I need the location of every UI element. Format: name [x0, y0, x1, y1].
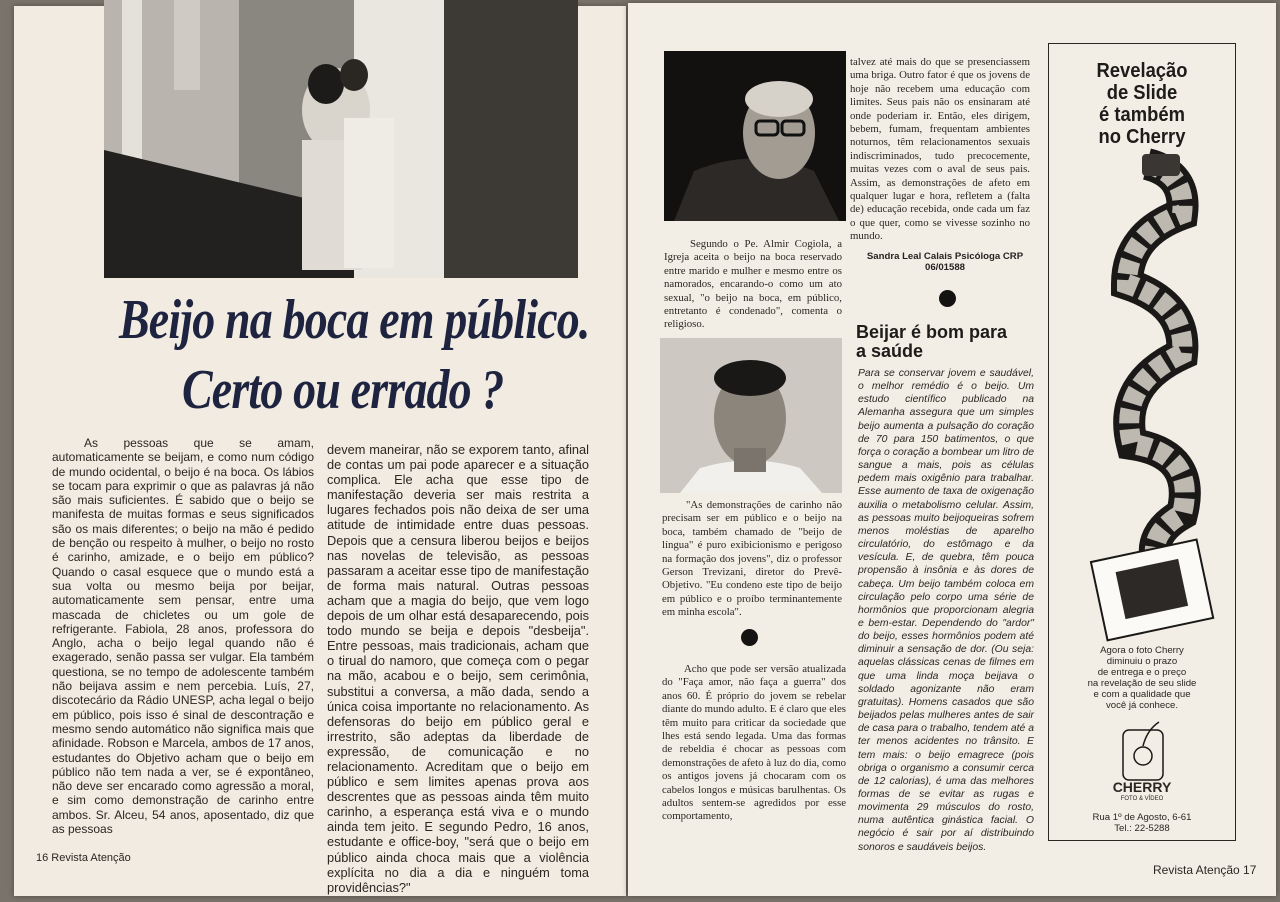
- psychologist-text-part-2: [850, 56, 1030, 244]
- article-column-2-text: devem maneirar, não se exporem tanto, afinal de contas um pai pode aparecer e a situação complica. Ele acha que esse tipo de manifestação deveria ser mais restrita a lugares fechados pois não deixa de ser uma atitude de intimidade entre duas pessoas. Depois que a censura liberou beijos e beijos nas novelas de televisão, as pessoas passaram a aceitar esse tipo de manifestação de forma mais natural. Outras pessoas acham que a magia do beijo, que vem logo depois de um olhar está desaparecendo, pois todo mundo se beija e depois "desbeija". Entre pessoas, mais tradicionais, acham que o tirual do namoro, que começa com o pegar na mão, acabou e o beijo, sem cerimônia, substitui a conversa, a mão dada, sendo a única coisa importante no relacionamento. As defensoras do beijo em público geral e irrestrito, são adeptas da liberdade de expressão, de comunicação e no relacionamento. Acreditam que o beijo em público e sem limites apenas prova aos descrentes que as pessoas ainda têm muito carinho, a esperança está viva e o mundo ainda tem jeito. E segundo Pedro, 16 anos, estudante e office-boy, "será que o beijo em público ainda choca mais que a violência explícita no dia a dia e ninguém toma providências?": [327, 442, 589, 895]
- ad-body-line-5: e com a qualidade que: [1093, 689, 1191, 700]
- teacher-quote: [662, 499, 842, 620]
- ad-body-line-2: diminuiu o prazo: [1106, 656, 1178, 667]
- couple-kissing-photo-art: [104, 0, 578, 278]
- cherry-advertisement: [1048, 43, 1236, 841]
- headline-line-2: Certo ou errado ?: [182, 359, 504, 421]
- priest-caption: [664, 238, 842, 332]
- psychologist-text-part-1-text: Acho que pode ser versão atualizada do "Faça amor, não faça a guerra" dos anos 60. É próprio do jovem se rebelar diante do mundo adulto. E é claro que eles têm muito para criticar da sociedade que lhes está sendo legada. Uma das formas de rebeldia é chocar as pessoas com demonstrações de afeto à luz do dia, como os antigos jovens já chocaram com os cabelos longos e músicas barulhentas. Os adultos sentem-se agredidos por esse comportamento,: [662, 663, 846, 823]
- couple-kissing-photo: [104, 0, 578, 278]
- ad-logo-subtitle: FOTO & VÍDEO: [1120, 796, 1164, 802]
- ad-body-line-6: você já conhece.: [1106, 700, 1178, 711]
- section-title-line-1: Beijar é bom para: [856, 322, 1008, 342]
- article-column-1-text: As pessoas que se amam, automaticamente se beijam, e como num código de mundo ocidental, o beijo é na boca. Os lábios se tocam para exprimir o que as palavras já não são mais suficientes. É sabido que o beijo se manifesta de muitas formas e seus significados são os mais diferentes; o beijo na mão é pedido de benção ou respeito à mulher, o beijo no rosto é carinho, amizade, e o beijo em público? Quando o casal esquece que o mundo está a sua volta ou mesmo beija por beijar, automaticamente sem pensar, entre uma mascada de chicletes ou um gole de refrigerante. Fabiola, 28 anos, professora do Anglo, acha o beijo legal quando não é exagerado, senão passa ser vulgar. Ela também questiona, se no tempo de adolescente também não beijava assim e nem percebia. Luís, 27, discotecário da Rádio UNESP, acha legal o beijo em público, pois isso é sinal de descontração e mesmo sendo automático não significa mais que afinidade. Robson e Marcela, ambos de 17 anos, estudantes do Objetivo acham que o beijo em público não tem nada a ver, se é expontâneo, não deve ser encarado como agressão a moral, e sim como demonstração de carinho entre ambos. Sr. Alceu, 54 anos, aposentado, diz que as pessoas: [52, 436, 314, 837]
- left-page-footer: 16 Revista Atenção: [36, 852, 131, 864]
- health-article-text: Para se conservar jovem e saudável, o melhor remédio é o beijo. Um estudo científico publicado na Alemanha assegura que um simples beijo aumenta a pulsação do coração de 70 para 150 batimentos, o que força o coração a bombear um litro de sangue a mais, pois as células pedem mais oxigênio para trabalhar. Esse aumento de taxa de oxigenação auxilia o metabolismo celular. Assim, as pessoas muito beijoqueiras sofrem menos moléstias de aparelho circulatório, do estômago e da vesícula. E, de quebra, têm pouca propensão à insônia e às dores de cabeça. Um beijo também coloca em circulação pelo corpo uma série de hormônios que proporcionam alegria e bem-estar. Dependendo do "ardor" do beijo, esses hormônios podem até diminuir a sensação de dor. (Ou seja: aquelas clássicas cenas de filmes em que uma linda moça beijava o soldado agonizante não eram gratuitas). Homens casados que são beijados pelas mulheres antes de sair de casa para o trabalho, tendem até a ter menos acidentes no trânsito. E tem mais: o beijo emagrece (pois obriga o organismo a consumir cerca de 12 calorias), é uma das melhores formas de se evitar as rugas e movimenta 29 músculos do rosto, numa autêntica ginástica facial. O negócio é sair por aí distribuindo sonoros e saudáveis beijos.: [858, 368, 1034, 853]
- priest-portrait-photo: [664, 51, 846, 221]
- psychologist-text-part-2-text: talvez até mais do que se presenciassem uma briga. Outro fator é que os jovens de hoje não recebem uma educação com limites. Seus pais não os ensinaram até onde poderiam ir. Então, eles dirigem, bebem, fumam, frequentam ambientes noturnos, têm relacionamentos sexuais indiscriminados, tudo precocemente, muitas vezes com o aval de seus pais. Assim, as demonstrações de afeto em qualquer lugar e hora, refletem a (falta de) educação recebida, onde cada um faz o que quer, como se vivesse sozinho no mundo.: [850, 56, 1030, 243]
- section-title-line-2: a saúde: [856, 341, 924, 361]
- section-bullet-2: [939, 290, 956, 307]
- right-page-footer: Revista Atenção 17: [1153, 863, 1257, 877]
- ad-logo-name: CHERRY: [1112, 779, 1172, 795]
- ad-address: Rua 1º de Agosto, 6-61: [1092, 812, 1192, 823]
- ad-phone: Tel.: 22-5288: [1114, 823, 1170, 834]
- ad-title-line-2: de Slide: [1106, 82, 1178, 104]
- headline-line-1: Beijo na boca em público.: [119, 289, 590, 351]
- ad-title-line-1: Revelação: [1096, 60, 1188, 82]
- teacher-portrait-photo: [660, 338, 842, 493]
- cherry-logo-icon: [1121, 716, 1165, 782]
- psychologist-signature-text: Sandra Leal Calais Psicóloga CRP 06/01588: [866, 251, 1024, 273]
- health-article: [858, 367, 1034, 853]
- teacher-quote-text: "As demonstrações de carinho não precisam ser em público e o beijo na boca, também chamado de "beijo de língua" é puro exibicionismo e perigoso na formação dos jovens", diz o professor Gerson Trevizani, diretor do Prevê-Objetivo. "Eu condeno este tipo de beijo em público e o proíbo terminantemente em minha escola".: [662, 499, 842, 619]
- article-column-2: [327, 442, 589, 895]
- left-page: [14, 6, 626, 896]
- section-title: [856, 323, 1007, 361]
- right-page: [628, 3, 1276, 896]
- ad-body-line-4: na revelação de seu slide: [1087, 678, 1197, 689]
- ad-title-line-4: no Cherry: [1098, 126, 1186, 148]
- psychologist-signature: [860, 251, 1030, 273]
- ad-title-line-3: é também: [1099, 104, 1185, 126]
- teacher-portrait-art: [660, 338, 842, 493]
- article-column-1: [52, 436, 314, 846]
- ad-body-line-1: Agora o foto Cherry: [1100, 645, 1184, 656]
- priest-caption-text: Segundo o Pe. Almir Cogiola, a Igreja aceita o beijo na boca reservado entre marido e mulher e mesmo entre os namorados, encarando-o como um ato sexual, "o beijo na boca, em público, entretanto é condenado", comenta o religioso.: [664, 238, 842, 331]
- psychologist-text-part-1: [662, 663, 846, 824]
- ad-body-line-3: de entrega e o preço: [1097, 667, 1187, 678]
- priest-portrait-art: [664, 51, 846, 221]
- section-bullet-1: [741, 629, 758, 646]
- film-strip-illustration: [1087, 154, 1227, 634]
